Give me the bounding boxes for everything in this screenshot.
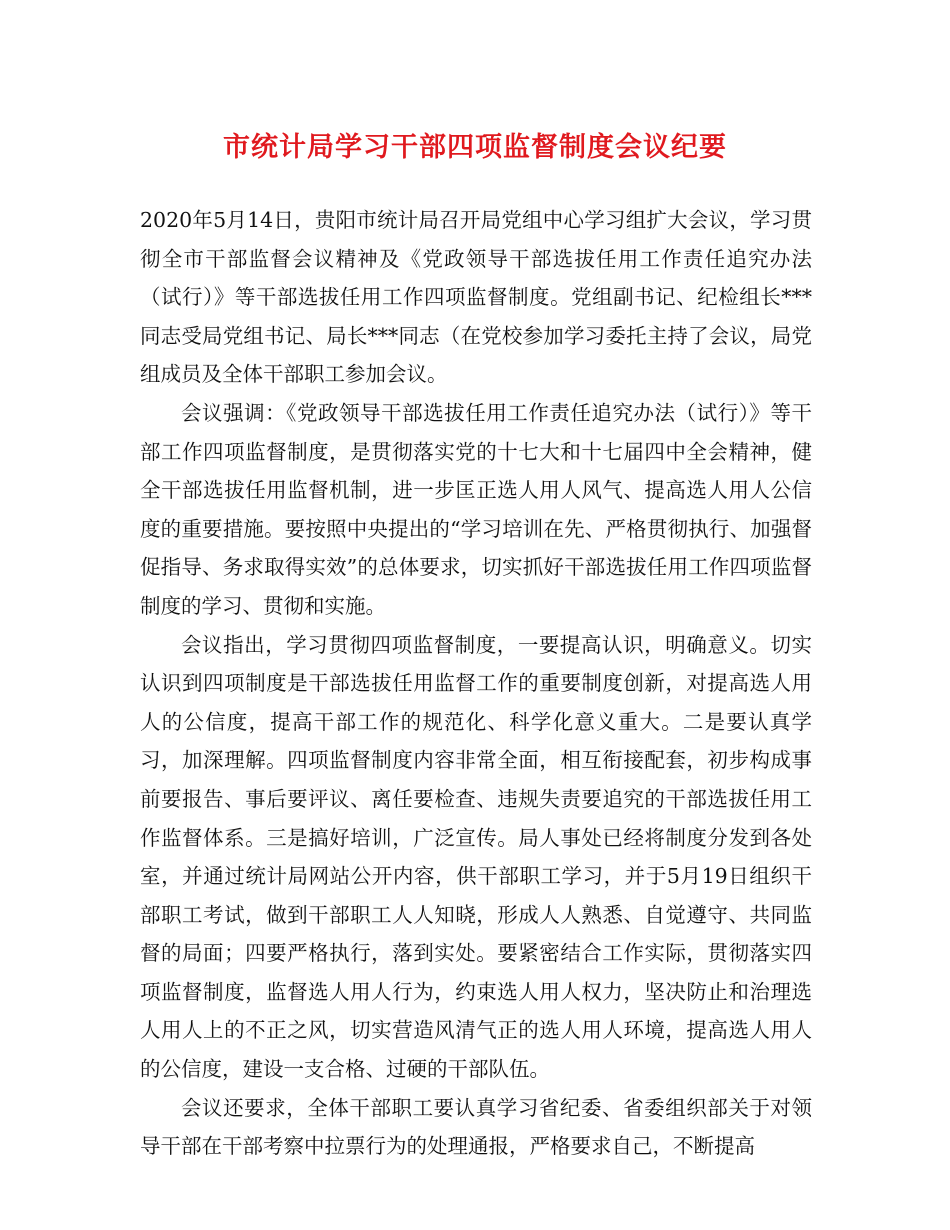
paragraph-4: 会议还要求，全体干部职工要认真学习省纪委、省委组织部关于对领导干部在干部考察中拉票行为的处理通报，严格要求自己，不断提高 (140, 1095, 812, 1159)
document-body (140, 201, 812, 1166)
paragraph-2: 会议强调：《党政领导干部选拔任用工作责任追究办法（试行）》等干部工作四项监督制度，是贯彻落实党的十七大和十七届四中全会精神，健全干部选拔任用监督机制，进一步匡正选人用人风气、提高选人用人公信度的重要措施。要按照中央提出的“学习培训在先、严格贯彻执行、加强督促指导、务求取得实效”的总体要求，切实抓好干部选拔任用工作四项监督制度的学习、贯彻和实施。 (140, 400, 812, 618)
paragraph-3: 会议指出，学习贯彻四项监督制度，一要提高认识，明确意义。切实认识到四项制度是干部选拔任用监督工作的重要制度创新，对提高选人用人的公信度，提高干部工作的规范化、科学化意义重大。二是要认真学习，加深理解。四项监督制度内容非常全面，相互衔接配套，初步构成事前要报告、事后要评议、离任要检查、违规失责要追究的干部选拔任用工作监督体系。三是搞好培训，广泛宣传。局人事处已经将制度分发到各处室，并通过统计局网站公开内容，供干部职工学习，并于5月19日组织干部职工考试，做到干部职工人人知晓，形成人人熟悉、自觉遵守、共同监督的局面；四要严格执行，落到实处。要紧密结合工作实际，贯彻落实四项监督制度，监督选人用人行为，约束选人用人权力，坚决防止和治理选人用人上的不正之风，切实营造风清气正的选人用人环境，提高选人用人的公信度，建设一支合格、过硬的干部队伍。 (140, 632, 812, 1082)
document-title: 市统计局学习干部四项监督制度会议纪要 (223, 132, 727, 163)
paragraph-1: 2020年5月14日，贵阳市统计局召开局党组中心学习组扩大会议，学习贯彻全市干部监督会议精神及《党政领导干部选拔任用工作责任追究办法（试行）》等干部选拔任用工作四项监督制度。党组副书记、纪检组长***同志受局党组书记、局长***同志（在党校参加学习委托主持了会议，局党组成员及全体干部职工参加会议。 (140, 208, 812, 387)
